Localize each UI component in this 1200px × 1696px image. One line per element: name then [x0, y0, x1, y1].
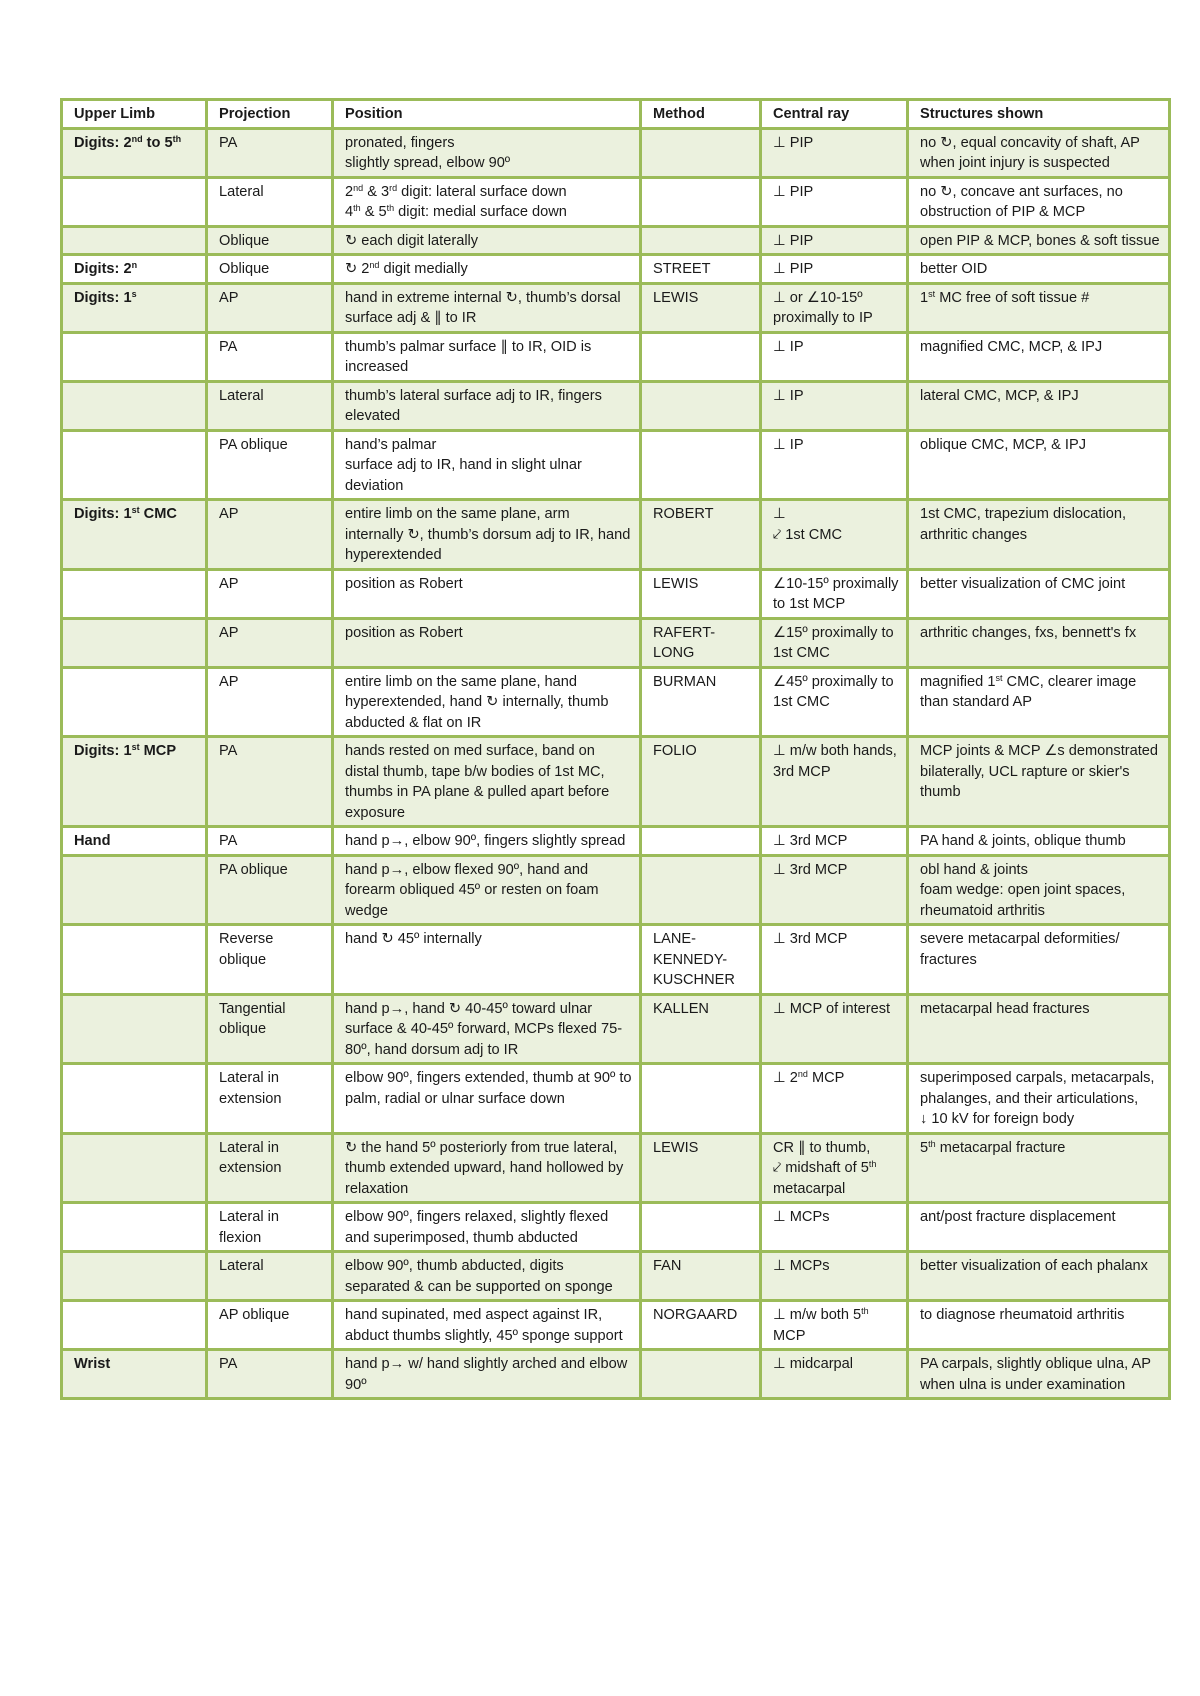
- position-cell: hands rested on med surface, band on distal thumb, tape b/w bodies of 1st MC, thumbs in PA plane & pulled apart before exposure: [333, 737, 641, 827]
- limb-cell: [62, 332, 207, 381]
- table-row: [62, 283, 1170, 332]
- structures-cell: 1st MC free of soft tissue #: [908, 283, 1170, 332]
- central-ray-cell: ⊥ PIP: [761, 177, 908, 226]
- table-row: [62, 226, 1170, 255]
- header-position: Position: [333, 100, 641, 129]
- structures-cell: arthritic changes, fxs, bennett's fx: [908, 618, 1170, 667]
- limb-cell: [62, 177, 207, 226]
- projection-cell: PA: [207, 737, 333, 827]
- header-row: [62, 100, 1170, 129]
- central-ray-cell: ∠10-15º proximally to 1st MCP: [761, 569, 908, 618]
- central-ray-cell: ⊥ IP: [761, 430, 908, 500]
- method-cell: LANE-KENNEDY-KUSCHNER: [641, 925, 761, 995]
- position-cell: position as Robert: [333, 618, 641, 667]
- limb-cell: [62, 667, 207, 737]
- table-row: [62, 667, 1170, 737]
- structures-cell: metacarpal head fractures: [908, 994, 1170, 1064]
- central-ray-cell: ⊥ 3rd MCP: [761, 925, 908, 995]
- projection-cell: PA: [207, 1350, 333, 1399]
- structures-cell: open PIP & MCP, bones & soft tissue: [908, 226, 1170, 255]
- projection-cell: AP: [207, 667, 333, 737]
- method-cell: ROBERT: [641, 500, 761, 570]
- projection-cell: Lateral in extension: [207, 1133, 333, 1203]
- table-row: [62, 1203, 1170, 1252]
- table-row: [62, 381, 1170, 430]
- limb-cell: [62, 855, 207, 925]
- position-cell: thumb’s lateral surface adj to IR, fingers elevated: [333, 381, 641, 430]
- structures-cell: PA carpals, slightly oblique ulna, AP when ulna is under examination: [908, 1350, 1170, 1399]
- central-ray-cell: ⊥ IP: [761, 332, 908, 381]
- limb-cell: [62, 1203, 207, 1252]
- table-row: [62, 855, 1170, 925]
- limb-cell: [62, 1064, 207, 1134]
- position-cell: 2nd & 3rd digit: lateral surface down 4th & 5th digit: medial surface down: [333, 177, 641, 226]
- table-row: [62, 177, 1170, 226]
- projection-cell: Lateral: [207, 1252, 333, 1301]
- projection-cell: AP: [207, 283, 333, 332]
- table-row: [62, 569, 1170, 618]
- table-row: [62, 994, 1170, 1064]
- central-ray-cell: ⊥ PIP: [761, 226, 908, 255]
- position-cell: hand’s palmar surface adj to IR, hand in slight ulnar deviation: [333, 430, 641, 500]
- table-row: [62, 430, 1170, 500]
- method-cell: BURMAN: [641, 667, 761, 737]
- position-cell: elbow 90º, thumb abducted, digits separated & can be supported on sponge: [333, 1252, 641, 1301]
- central-ray-cell: ⊥ IP: [761, 381, 908, 430]
- central-ray-cell: ∠45º proximally to 1st CMC: [761, 667, 908, 737]
- limb-cell: Digits: 1st MCP: [62, 737, 207, 827]
- structures-cell: obl hand & joints foam wedge: open joint spaces, rheumatoid arthritis: [908, 855, 1170, 925]
- limb-cell: Wrist: [62, 1350, 207, 1399]
- structures-cell: better OID: [908, 255, 1170, 284]
- limb-cell: Hand: [62, 827, 207, 856]
- table-row: [62, 1252, 1170, 1301]
- projection-cell: PA oblique: [207, 430, 333, 500]
- projection-cell: AP: [207, 569, 333, 618]
- method-cell: [641, 332, 761, 381]
- method-cell: LEWIS: [641, 283, 761, 332]
- table-row: [62, 1064, 1170, 1134]
- position-cell: hand supinated, med aspect against IR, abduct thumbs slightly, 45º sponge support: [333, 1301, 641, 1350]
- central-ray-cell: ⊥ PIP: [761, 128, 908, 177]
- central-ray-cell: ⊥ 3rd MCP: [761, 827, 908, 856]
- method-cell: [641, 430, 761, 500]
- position-cell: ↻ 2nd digit medially: [333, 255, 641, 284]
- position-cell: hand p→, elbow 90º, fingers slightly spread: [333, 827, 641, 856]
- position-cell: hand p→ w/ hand slightly arched and elbow 90º: [333, 1350, 641, 1399]
- table-row: [62, 1133, 1170, 1203]
- limb-cell: Digits: 1$^s$: [62, 283, 207, 332]
- structures-cell: better visualization of each phalanx: [908, 1252, 1170, 1301]
- projection-cell: PA oblique: [207, 855, 333, 925]
- position-cell: hand in extreme internal ↻, thumb’s dorsal surface adj & ∥ to IR: [333, 283, 641, 332]
- limb-cell: Digits: 2$^n$: [62, 255, 207, 284]
- header-central-ray: Central ray: [761, 100, 908, 129]
- central-ray-cell: ⊥ ⤦ 1st CMC: [761, 500, 908, 570]
- central-ray-cell: ⊥ MCPs: [761, 1252, 908, 1301]
- method-cell: KALLEN: [641, 994, 761, 1064]
- table-row: [62, 1301, 1170, 1350]
- structures-cell: no ↻, concave ant surfaces, no obstruction of PIP & MCP: [908, 177, 1170, 226]
- position-cell: hand p→, elbow flexed 90º, hand and forearm obliqued 45º or resten on foam wedge: [333, 855, 641, 925]
- central-ray-cell: ⊥ m/w both hands, 3rd MCP: [761, 737, 908, 827]
- projection-cell: Tangential oblique: [207, 994, 333, 1064]
- limb-cell: [62, 925, 207, 995]
- projection-cell: Oblique: [207, 226, 333, 255]
- table-row: [62, 618, 1170, 667]
- method-cell: [641, 1064, 761, 1134]
- position-cell: entire limb on the same plane, arm internally ↻, thumb’s dorsum adj to IR, hand hyperextended: [333, 500, 641, 570]
- table-row: [62, 255, 1170, 284]
- central-ray-cell: ⊥ MCPs: [761, 1203, 908, 1252]
- limb-cell: [62, 994, 207, 1064]
- method-cell: STREET: [641, 255, 761, 284]
- table-body: [62, 128, 1170, 1399]
- structures-cell: magnified CMC, MCP, & IPJ: [908, 332, 1170, 381]
- position-cell: hand ↻ 45º internally: [333, 925, 641, 995]
- position-cell: pronated, fingers slightly spread, elbow 90º: [333, 128, 641, 177]
- projection-cell: Lateral: [207, 177, 333, 226]
- method-cell: [641, 827, 761, 856]
- limb-cell: [62, 430, 207, 500]
- method-cell: [641, 226, 761, 255]
- limb-cell: [62, 226, 207, 255]
- limb-cell: [62, 1301, 207, 1350]
- central-ray-cell: ⊥ midcarpal: [761, 1350, 908, 1399]
- method-cell: [641, 128, 761, 177]
- structures-cell: superimposed carpals, metacarpals, phalanges, and their articulations, ↓ 10 kV for foreign body: [908, 1064, 1170, 1134]
- structures-cell: 1st CMC, trapezium dislocation, arthritic changes: [908, 500, 1170, 570]
- structures-cell: magnified 1st CMC, clearer image than standard AP: [908, 667, 1170, 737]
- structures-cell: MCP joints & MCP ∠s demonstrated bilaterally, UCL rapture or skier's thumb: [908, 737, 1170, 827]
- limb-cell: [62, 1133, 207, 1203]
- central-ray-cell: CR ∥ to thumb, ⤦ midshaft of 5th metacarpal: [761, 1133, 908, 1203]
- structures-cell: to diagnose rheumatoid arthritis: [908, 1301, 1170, 1350]
- position-cell: elbow 90º, fingers relaxed, slightly flexed and superimposed, thumb abducted: [333, 1203, 641, 1252]
- method-cell: LEWIS: [641, 569, 761, 618]
- position-cell: ↻ each digit laterally: [333, 226, 641, 255]
- header-method: Method: [641, 100, 761, 129]
- structures-cell: better visualization of CMC joint: [908, 569, 1170, 618]
- structures-cell: severe metacarpal deformities/ fractures: [908, 925, 1170, 995]
- method-cell: FAN: [641, 1252, 761, 1301]
- position-cell: elbow 90º, fingers extended, thumb at 90º to palm, radial or ulnar surface down: [333, 1064, 641, 1134]
- projection-cell: AP: [207, 618, 333, 667]
- method-cell: [641, 855, 761, 925]
- structures-cell: 5th metacarpal fracture: [908, 1133, 1170, 1203]
- table-row: [62, 827, 1170, 856]
- header-upper-limb: Upper Limb: [62, 100, 207, 129]
- table-row: [62, 128, 1170, 177]
- central-ray-cell: ⊥ MCP of interest: [761, 994, 908, 1064]
- position-cell: position as Robert: [333, 569, 641, 618]
- method-cell: LEWIS: [641, 1133, 761, 1203]
- projection-cell: AP: [207, 500, 333, 570]
- table-row: [62, 332, 1170, 381]
- method-cell: [641, 1203, 761, 1252]
- position-cell: thumb’s palmar surface ∥ to IR, OID is increased: [333, 332, 641, 381]
- position-cell: entire limb on the same plane, hand hyperextended, hand ↻ internally, thumb abducted & flat on IR: [333, 667, 641, 737]
- table-row: [62, 737, 1170, 827]
- header-structures-shown: Structures shown: [908, 100, 1170, 129]
- structures-cell: lateral CMC, MCP, & IPJ: [908, 381, 1170, 430]
- table-row: [62, 500, 1170, 570]
- limb-cell: Digits: 1st CMC: [62, 500, 207, 570]
- position-cell: ↻ the hand 5º posteriorly from true lateral, thumb extended upward, hand hollowed by relaxation: [333, 1133, 641, 1203]
- central-ray-cell: ⊥ 3rd MCP: [761, 855, 908, 925]
- central-ray-cell: ⊥ PIP: [761, 255, 908, 284]
- structures-cell: no ↻, equal concavity of shaft, AP when joint injury is suspected: [908, 128, 1170, 177]
- projection-cell: PA: [207, 128, 333, 177]
- structures-cell: ant/post fracture displacement: [908, 1203, 1170, 1252]
- projection-cell: PA: [207, 332, 333, 381]
- projection-cell: AP oblique: [207, 1301, 333, 1350]
- method-cell: FOLIO: [641, 737, 761, 827]
- header-projection: Projection: [207, 100, 333, 129]
- radiography-table: [60, 98, 1171, 1400]
- projection-cell: Lateral in flexion: [207, 1203, 333, 1252]
- method-cell: [641, 177, 761, 226]
- structures-cell: PA hand & joints, oblique thumb: [908, 827, 1170, 856]
- central-ray-cell: ⊥ or ∠10-15º proximally to IP: [761, 283, 908, 332]
- projection-cell: Lateral: [207, 381, 333, 430]
- limb-cell: [62, 381, 207, 430]
- limb-cell: [62, 569, 207, 618]
- position-cell: hand p→, hand ↻ 40-45º toward ulnar surface & 40-45º forward, MCPs flexed 75-80º, hand dorsum adj to IR: [333, 994, 641, 1064]
- method-cell: RAFERT-LONG: [641, 618, 761, 667]
- method-cell: NORGAARD: [641, 1301, 761, 1350]
- table-row: [62, 925, 1170, 995]
- limb-cell: [62, 1252, 207, 1301]
- central-ray-cell: ⊥ m/w both 5th MCP: [761, 1301, 908, 1350]
- projection-cell: Reverse oblique: [207, 925, 333, 995]
- limb-cell: Digits: 2nd to 5th: [62, 128, 207, 177]
- projection-cell: Oblique: [207, 255, 333, 284]
- projection-cell: PA: [207, 827, 333, 856]
- structures-cell: oblique CMC, MCP, & IPJ: [908, 430, 1170, 500]
- method-cell: [641, 381, 761, 430]
- projection-cell: Lateral in extension: [207, 1064, 333, 1134]
- method-cell: [641, 1350, 761, 1399]
- limb-cell: [62, 618, 207, 667]
- table-row: [62, 1350, 1170, 1399]
- central-ray-cell: ⊥ 2nd MCP: [761, 1064, 908, 1134]
- central-ray-cell: ∠15º proximally to 1st CMC: [761, 618, 908, 667]
